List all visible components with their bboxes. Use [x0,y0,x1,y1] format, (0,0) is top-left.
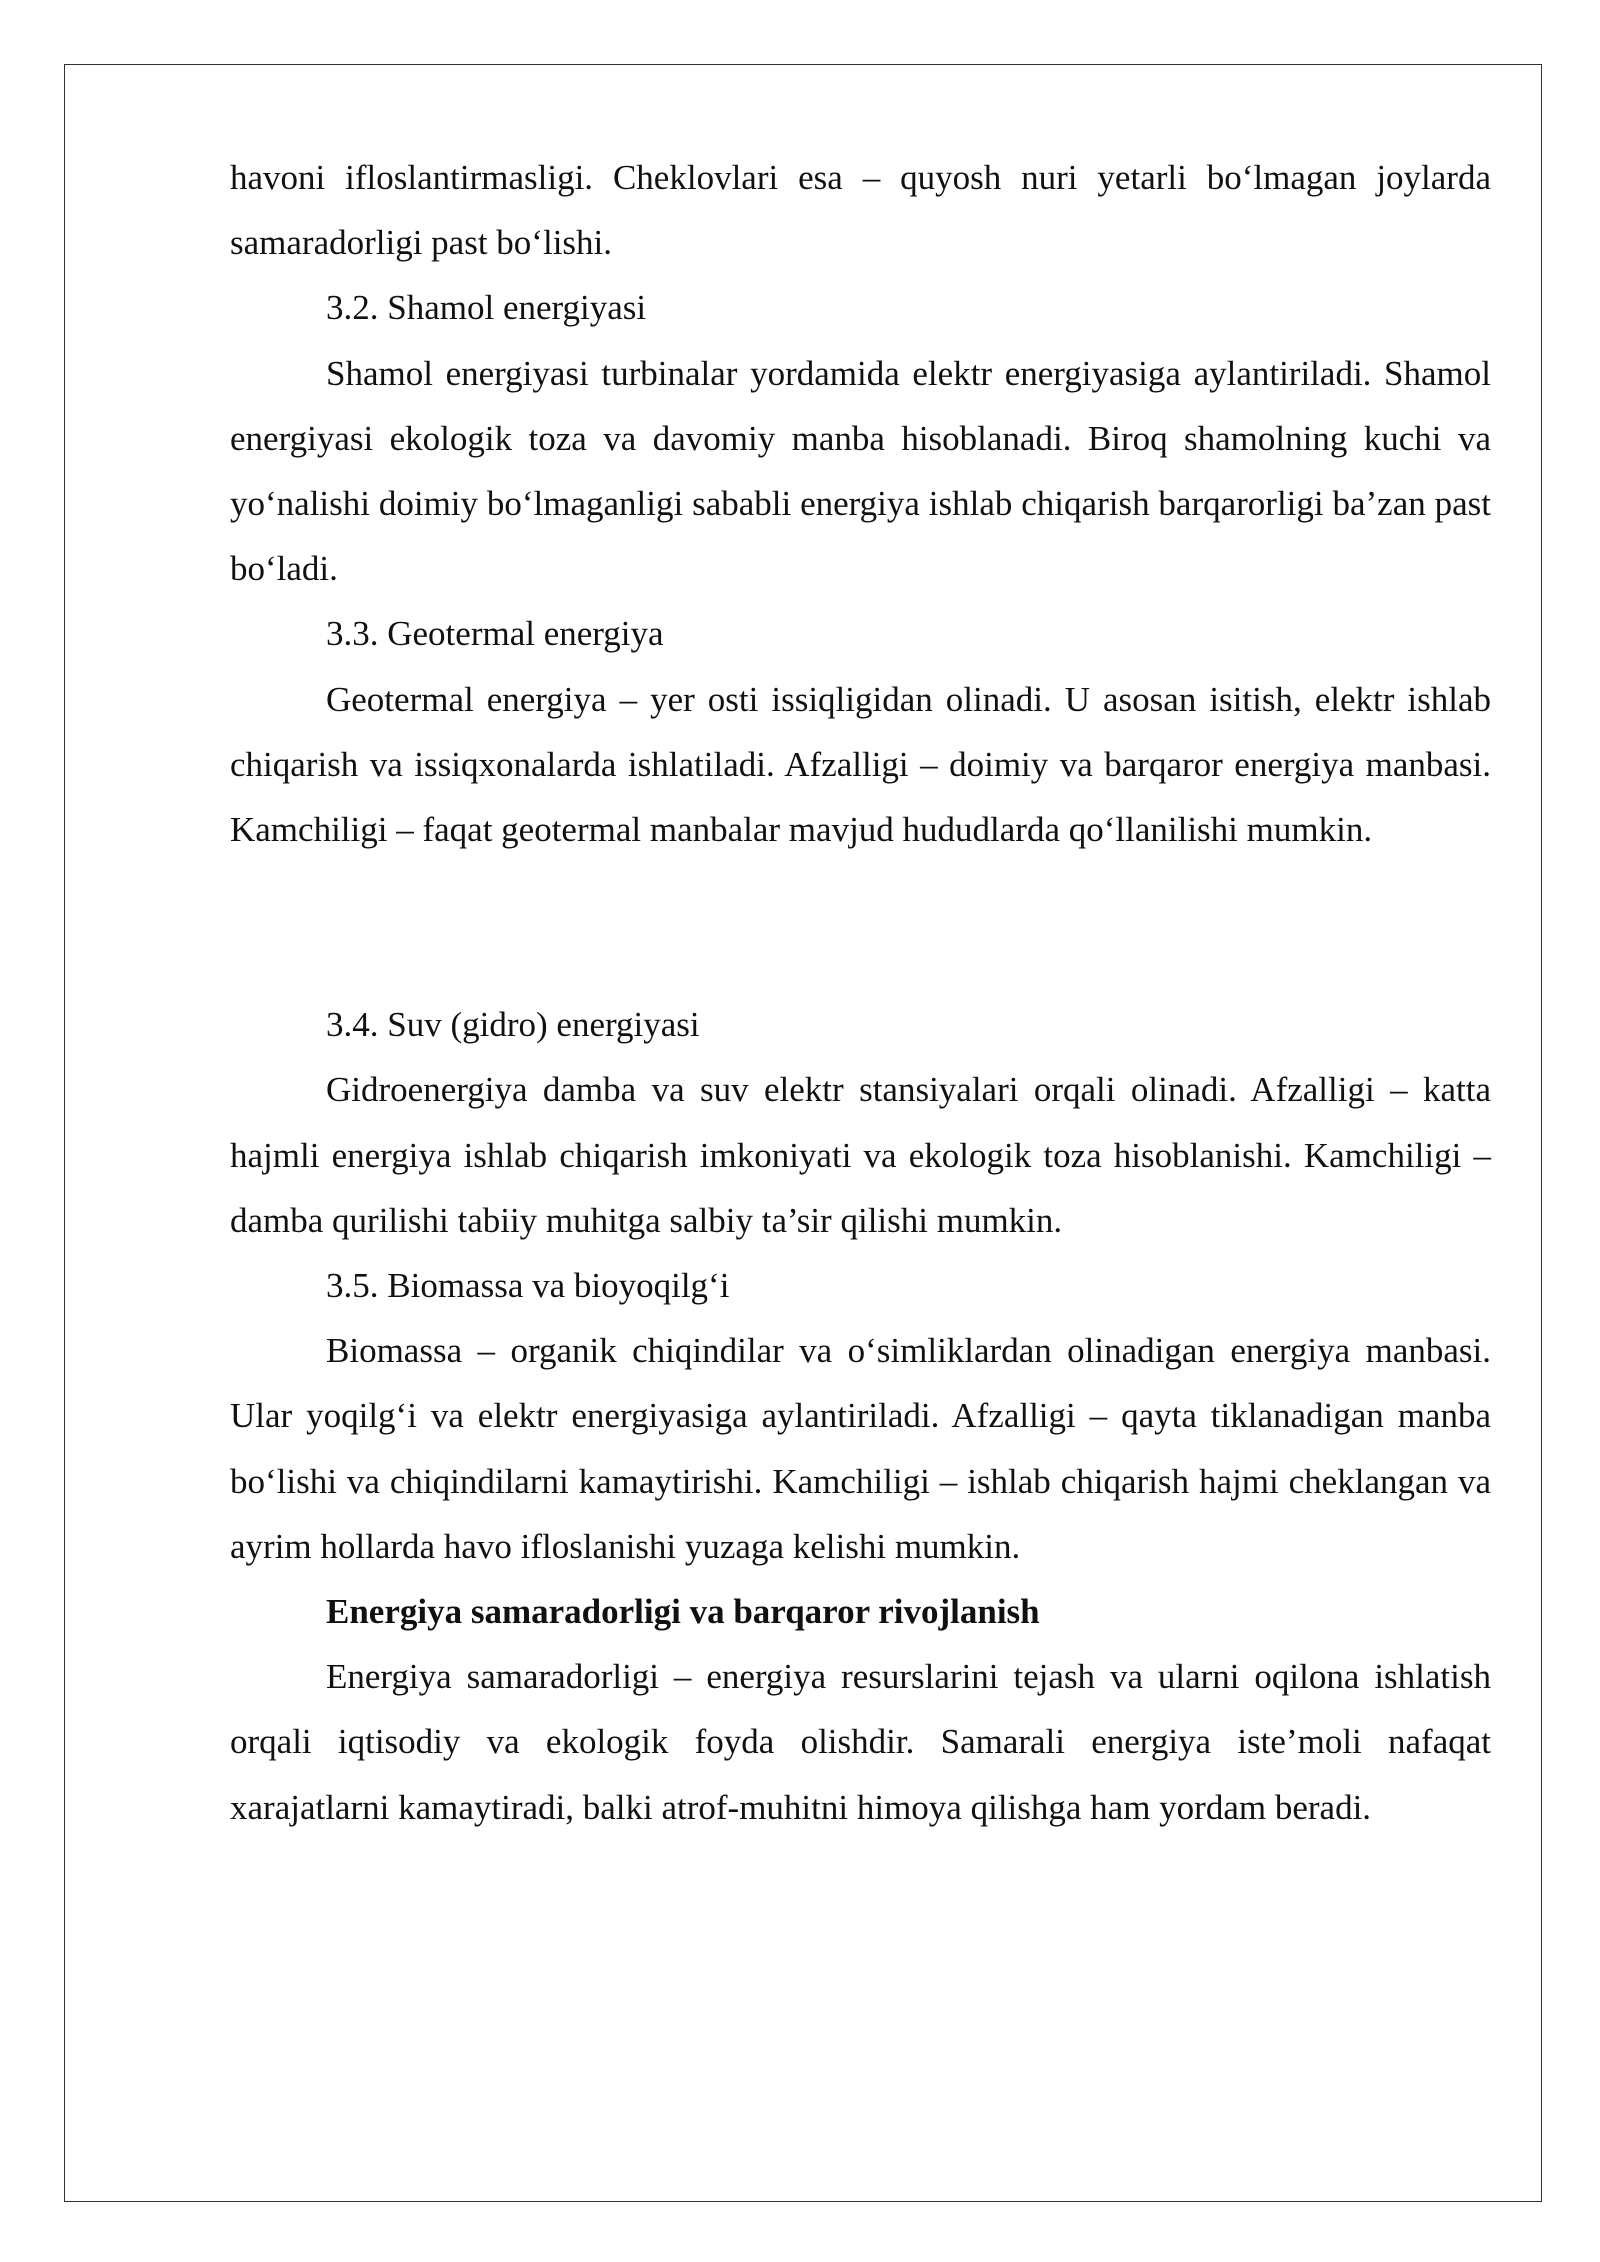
paragraph-solar-continuation: havoni ifloslantirmasligi. Cheklovlari esa – quyosh nuri yetarli bo‘lmagan joylarda samaradorligi past bo‘lishi. [230,158,1491,263]
document-body [230,145,1491,1840]
heading-energy-efficiency: Energiya samaradorligi va barqaror rivojlanish [326,1592,1040,1632]
paragraph-hydro-energy: Gidroenergiya damba va suv elektr stansiyalari orqali olinadi. Afzalligi – katta hajmli energiya ishlab chiqarish imkoniyati va ekologik toza hisoblanishi. Kamchiligi – damba qurilishi tabiiy muhitga salbiy ta’sir qilishi mumkin. [230,1070,1491,1240]
heading-hydro-energy: 3.4. Suv (gidro) energiyasi [326,1005,700,1045]
paragraph-geothermal-energy: Geotermal energiya – yer osti issiqligidan olinadi. U asosan isitish, elektr ishlab chiqarish va issiqxonalarda ishlatiladi. Afzalligi – doimiy va barqaror energiya manbasi. Kamchiligi – faqat geotermal manbalar mavjud hududlarda qo‘llanilishi mumkin. [230,679,1491,850]
heading-geothermal-energy: 3.3. Geotermal energiya [326,614,664,654]
blank-space [230,862,1491,992]
paragraph-biomass: Biomassa – organik chiqindilar va o‘simliklardan olinadigan energiya manbasi. Ular yoqilg‘i va elektr energiyasiga aylantiriladi. Afzalligi – qayta tiklanadigan manba bo‘lishi va chiqindilarni kamaytirishi. Kamchiligi – ishlab chiqarish hajmi cheklangan va ayrim hollarda havo ifloslanishi yuzaga kelishi mumkin. [230,1331,1491,1566]
heading-biomass: 3.5. Biomassa va bioyoqilg‘i [326,1266,730,1306]
paragraph-energy-efficiency: Energiya samaradorligi – energiya resurslarini tejash va ularni oqilona ishlatish orqali iqtisodiy va ekologik foyda olishdir. Samarali energiya iste’moli nafaqat xarajatlarni kamaytiradi, balki atrof-muhitni himoya qilishga ham yordam beradi. [230,1657,1491,1827]
heading-wind-energy: 3.2. Shamol energiyasi [326,288,647,328]
paragraph-wind-energy: Shamol energiyasi turbinalar yordamida elektr energiyasiga aylantiriladi. Shamol energiyasi ekologik toza va davomiy manba hisoblanadi. Biroq shamolning kuchi va yo‘nalishi doimiy bo‘lmaganligi sababli energiya ishlab chiqarish barqarorligi ba’zan past bo‘ladi. [230,353,1491,589]
